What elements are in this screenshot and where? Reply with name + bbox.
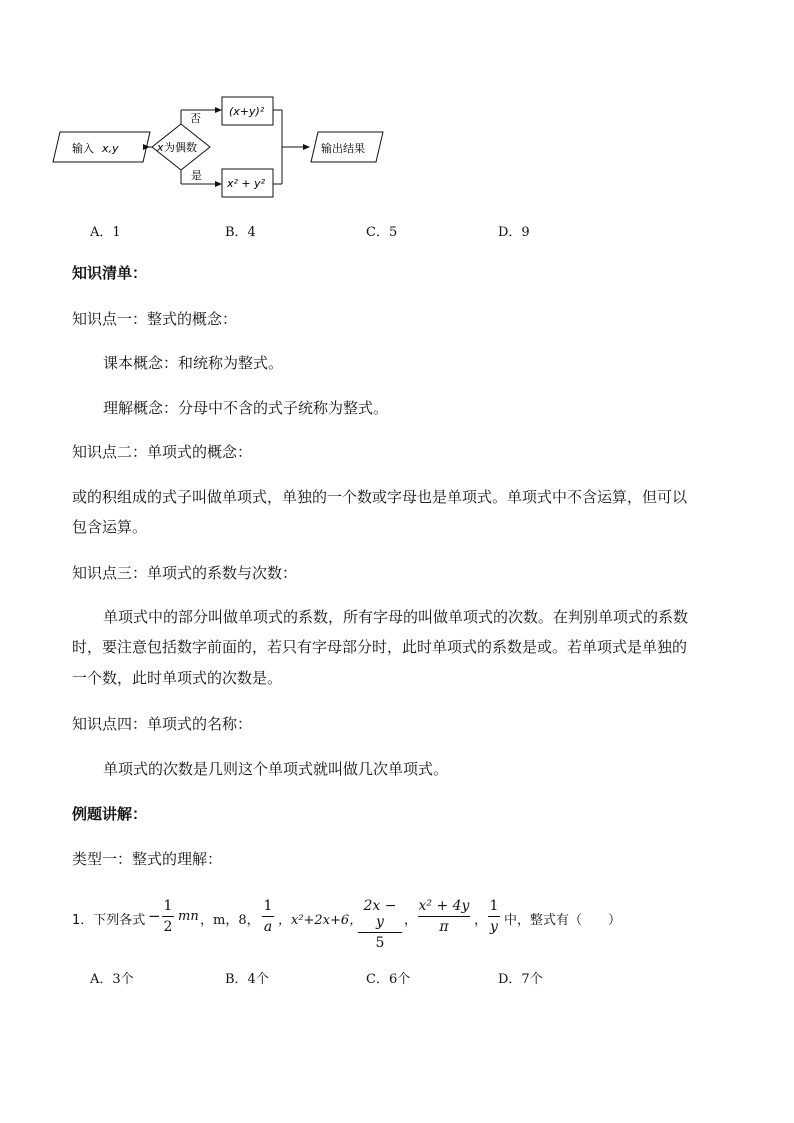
question-1 [72,898,712,951]
q1-option-c: C．6个 [366,972,411,987]
decision-var: x [157,141,164,154]
option-a: A．1 [90,225,121,240]
expr-bottom: x² + y² [227,177,266,190]
knowledge-title: 知识清单： [72,264,148,282]
question-lead: 1．下列各式 [72,913,146,928]
option-d: D．9 [498,225,530,240]
kp2-title: 知识点二：单项式的概念： [72,443,253,461]
terms-m-8: ，m，8， [200,913,260,928]
expr-top: (x+y)² [229,105,265,118]
flowchart [50,92,390,202]
kp2-line2: 包含运算。 [72,518,148,536]
q1-option-a: A．3个 [90,972,134,987]
minus-sign: − [148,907,161,925]
kp3-title: 知识点三：单项式的系数与次数： [72,564,298,582]
fraction-2: 1 a [263,898,273,935]
kp1-title: 知识点一：整式的概念： [72,310,238,328]
input-vars: x,y [102,142,119,155]
term-mn: mn [178,909,199,924]
type1-title: 类型一：整式的理解： [72,850,223,868]
kp3-line3: 一个数，此时单项式的次数是。 [72,669,283,687]
fraction-5: 1 y [489,898,499,935]
fraction-4: x² + 4y π [418,898,470,935]
q1-option-b: B．4个 [225,972,269,987]
kp1-line2: 理解概念：分母中不含的式子统称为整式。 [103,399,389,417]
q1-option-d: D．7个 [498,972,543,987]
kp3-line1: 单项式中的部分叫做单项式的系数，所有字母的叫做单项式的次数。在判别单项式的系数 [103,608,689,626]
input-label: 输入 [72,142,94,155]
examples-title: 例题讲解： [72,805,148,823]
term-polynomial: ，x²+2x+6， [278,913,363,928]
kp4-line1: 单项式的次数是几则这个单项式就叫做几次单项式。 [103,760,449,778]
kp2-line1: 或的积组成的式子叫做单项式，单独的一个数或字母也是单项式。单项式中不含运算，但可以 [72,488,688,506]
branch-yes-label: 是 [191,169,202,182]
kp1-line1: 课本概念：和统称为整式。 [103,354,284,372]
fraction-3: 2x − y 5 [358,898,402,951]
branch-no-label: 否 [190,112,201,125]
decision-text: 为偶数 [164,141,197,154]
kp3-line2: 时，要注意包括数字前面的，若只有字母部分时，此时单项式的系数是或。若单项式是单独的 [72,638,688,656]
question-tail: 中，整式有（ ） [504,913,622,928]
comma-2: ， [474,913,488,928]
output-label: 输出结果 [321,142,365,155]
kp4-title: 知识点四：单项式的名称： [72,715,253,733]
comma-1: ， [404,913,418,928]
option-c: C．5 [366,225,398,240]
option-b: B．4 [225,225,256,240]
fraction-1: 1 2 [163,898,173,935]
